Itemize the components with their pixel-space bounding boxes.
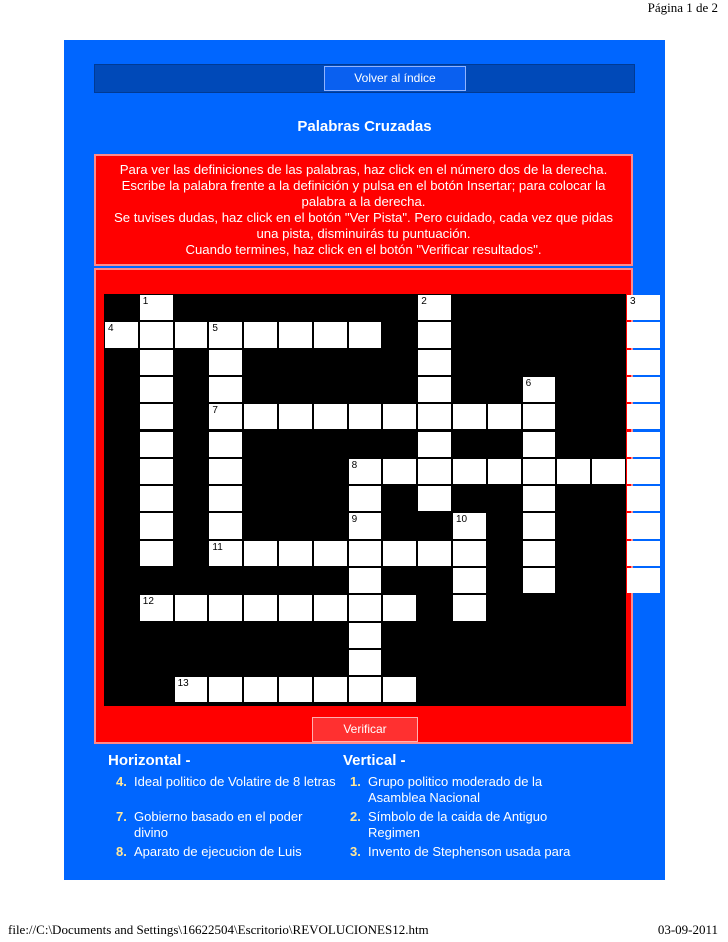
crossword-cell[interactable] [627, 486, 660, 511]
clue-number: 7. [116, 809, 127, 824]
crossword-cell[interactable] [209, 677, 242, 702]
crossword-cell[interactable] [140, 322, 173, 347]
crossword-cell[interactable] [244, 595, 277, 620]
crossword-cell[interactable] [209, 377, 242, 402]
crossword-cell[interactable] [209, 486, 242, 511]
crossword-cell[interactable] [627, 404, 660, 429]
horizontal-clue-7[interactable] [116, 809, 336, 841]
crossword-cell[interactable] [627, 377, 660, 402]
crossword-cell[interactable] [209, 350, 242, 375]
crossword-cell[interactable] [209, 322, 242, 347]
vertical-heading: Vertical - [343, 752, 406, 769]
crossword-cell[interactable] [523, 377, 556, 402]
crossword-cell[interactable] [209, 541, 242, 566]
page-title: Palabras Cruzadas [297, 118, 432, 135]
crossword-cell[interactable] [418, 322, 451, 347]
crossword-cell[interactable] [105, 322, 138, 347]
crossword-cell[interactable] [349, 623, 382, 648]
crossword-cell[interactable] [418, 459, 451, 484]
cell-number: 9 [351, 514, 358, 526]
crossword-cell[interactable] [383, 595, 416, 620]
crossword-cell[interactable] [175, 595, 208, 620]
crossword-cell[interactable] [279, 404, 312, 429]
crossword-cell[interactable] [349, 513, 382, 538]
crossword-cell[interactable] [523, 513, 556, 538]
crossword-cell[interactable] [418, 350, 451, 375]
crossword-cell[interactable] [627, 432, 660, 457]
crossword-cell[interactable] [140, 377, 173, 402]
cell-number: 1 [142, 296, 149, 307]
instructions-box [94, 154, 633, 266]
crossword-cell[interactable] [140, 295, 173, 320]
crossword-area [94, 268, 636, 744]
cell-number: 8 [351, 459, 358, 471]
page-number-label: Página 1 de 2 [647, 0, 718, 15]
cell-number: 3 [630, 296, 636, 307]
crossword-cell[interactable] [314, 322, 347, 347]
crossword-cell[interactable] [140, 350, 173, 375]
crossword-cell[interactable] [488, 459, 521, 484]
crossword-cell[interactable] [209, 513, 242, 538]
clue-number: 4. [116, 774, 127, 789]
crossword-cell[interactable] [175, 677, 208, 702]
crossword-cell[interactable] [209, 459, 242, 484]
print-date: 03-09-2011 [657, 922, 718, 937]
crossword-cell[interactable] [627, 350, 660, 375]
clue-text: Símbolo de la caida de Antiguo Regimen [368, 809, 548, 840]
crossword-cell[interactable] [627, 459, 660, 484]
crossword-cell[interactable] [279, 322, 312, 347]
clue-number: 1. [350, 774, 361, 789]
clue-text: Grupo politico moderado de la Asamblea Nacional [368, 774, 543, 805]
vertical-clue-2[interactable] [350, 809, 590, 841]
crossword-cell[interactable] [383, 677, 416, 702]
crossword-cell[interactable] [523, 486, 556, 511]
clue-number: 3. [350, 844, 361, 859]
crossword-cell[interactable] [314, 595, 347, 620]
crossword-cell[interactable] [244, 677, 277, 702]
cell-number: 11 [212, 541, 223, 553]
back-to-index-button[interactable]: Volver al índice [324, 66, 466, 91]
crossword-cell[interactable] [627, 513, 660, 538]
crossword-grid [104, 294, 636, 706]
clue-text: Invento de Stephenson usada para [368, 844, 571, 859]
crossword-cell[interactable] [627, 322, 660, 347]
crossword-cell[interactable] [209, 432, 242, 457]
crossword-cell[interactable] [209, 404, 242, 429]
instructions-text-2: Se tuvises dudas, haz click en el botón "Ver Pista". Pero cuidado, cada vez que pidas una pista, disminuirás tu puntuación. [113, 210, 614, 241]
crossword-cell[interactable] [418, 404, 451, 429]
crossword-cell[interactable] [592, 459, 625, 484]
cell-number: 2 [421, 296, 427, 307]
crossword-cell[interactable] [488, 404, 521, 429]
crossword-cell[interactable] [383, 541, 416, 566]
crossword-cell[interactable] [523, 459, 556, 484]
clue-text: Gobierno basado en el poder divino [134, 809, 303, 840]
crossword-cell[interactable] [244, 322, 277, 347]
cell-number: 13 [177, 678, 189, 690]
crossword-cell[interactable] [453, 568, 486, 593]
crossword-cell[interactable] [279, 595, 312, 620]
crossword-cell[interactable] [349, 486, 382, 511]
crossword-panel [64, 40, 665, 880]
crossword-cell[interactable] [627, 295, 660, 320]
crossword-cell[interactable] [349, 459, 382, 484]
crossword-cell[interactable] [244, 541, 277, 566]
crossword-cell[interactable] [140, 404, 173, 429]
cell-number: 12 [142, 596, 154, 608]
crossword-cell[interactable] [418, 486, 451, 511]
crossword-cell[interactable] [453, 459, 486, 484]
crossword-cell[interactable] [453, 595, 486, 620]
crossword-cell[interactable] [349, 322, 382, 347]
crossword-cell[interactable] [244, 404, 277, 429]
crossword-cell[interactable] [627, 541, 660, 566]
crossword-cell[interactable] [349, 677, 382, 702]
crossword-cell[interactable] [453, 541, 486, 566]
file-path: file://C:\Documents and Settings\16622504\Escritorio\REVOLUCIONES12.htm [8, 922, 429, 937]
crossword-cell[interactable] [418, 541, 451, 566]
crossword-cell[interactable] [523, 404, 556, 429]
horizontal-heading: Horizontal - [108, 752, 191, 769]
cell-number: 5 [212, 323, 218, 335]
crossword-cell[interactable] [279, 541, 312, 566]
crossword-cell[interactable] [140, 513, 173, 538]
crossword-cell[interactable] [140, 459, 173, 484]
crossword-cell[interactable] [175, 322, 208, 347]
crossword-cell[interactable] [209, 595, 242, 620]
crossword-cell[interactable] [314, 541, 347, 566]
crossword-cell[interactable] [314, 404, 347, 429]
crossword-cell[interactable] [140, 486, 173, 511]
vertical-clue-3[interactable] [350, 844, 590, 860]
clue-text: Ideal politico de Volatire de 8 letras [134, 774, 336, 789]
crossword-cell[interactable] [349, 568, 382, 593]
crossword-cell[interactable] [453, 404, 486, 429]
crossword-cell[interactable] [523, 541, 556, 566]
cell-number: 7 [212, 405, 218, 417]
vertical-clue-1[interactable] [350, 774, 590, 806]
crossword-cell[interactable] [453, 513, 486, 538]
crossword-cell[interactable] [418, 432, 451, 457]
crossword-cell[interactable] [383, 459, 416, 484]
instructions-text-3: Cuando termines, haz click en el botón "Verificar resultados". [185, 242, 542, 257]
crossword-cell[interactable] [627, 568, 660, 593]
instructions-text-1: Para ver las definiciones de las palabras, haz click en el número dos de la derecha. Escribe la palabra frente a la definición y pulsa en el botón Insertar; para colocar la palabra a la derecha. [119, 162, 608, 209]
crossword-cell[interactable] [140, 432, 173, 457]
crossword-cell[interactable] [349, 404, 382, 429]
clue-text: Aparato de ejecucion de Luis [134, 844, 302, 859]
verify-button[interactable]: Verificar [312, 717, 418, 742]
crossword-cell[interactable] [418, 295, 451, 320]
crossword-cell[interactable] [349, 595, 382, 620]
crossword-cell[interactable] [140, 541, 173, 566]
crossword-cell[interactable] [314, 677, 347, 702]
clue-number: 8. [116, 844, 127, 859]
clue-number: 2. [350, 809, 361, 824]
crossword-cell[interactable] [523, 568, 556, 593]
navigation-bar [94, 64, 635, 93]
crossword-cell[interactable] [557, 459, 590, 484]
crossword-cell[interactable] [418, 377, 451, 402]
cell-number: 6 [525, 377, 532, 389]
horizontal-clue-8[interactable] [116, 844, 336, 860]
crossword-cell[interactable] [383, 404, 416, 429]
cell-number: 4 [108, 323, 114, 335]
crossword-cell[interactable] [140, 595, 173, 620]
crossword-cell[interactable] [523, 432, 556, 457]
crossword-cell[interactable] [349, 541, 382, 566]
horizontal-clue-4[interactable] [116, 774, 336, 790]
crossword-cell[interactable] [349, 650, 382, 675]
crossword-cell[interactable] [279, 677, 312, 702]
page-footer [8, 922, 718, 938]
cell-number: 10 [456, 514, 468, 526]
